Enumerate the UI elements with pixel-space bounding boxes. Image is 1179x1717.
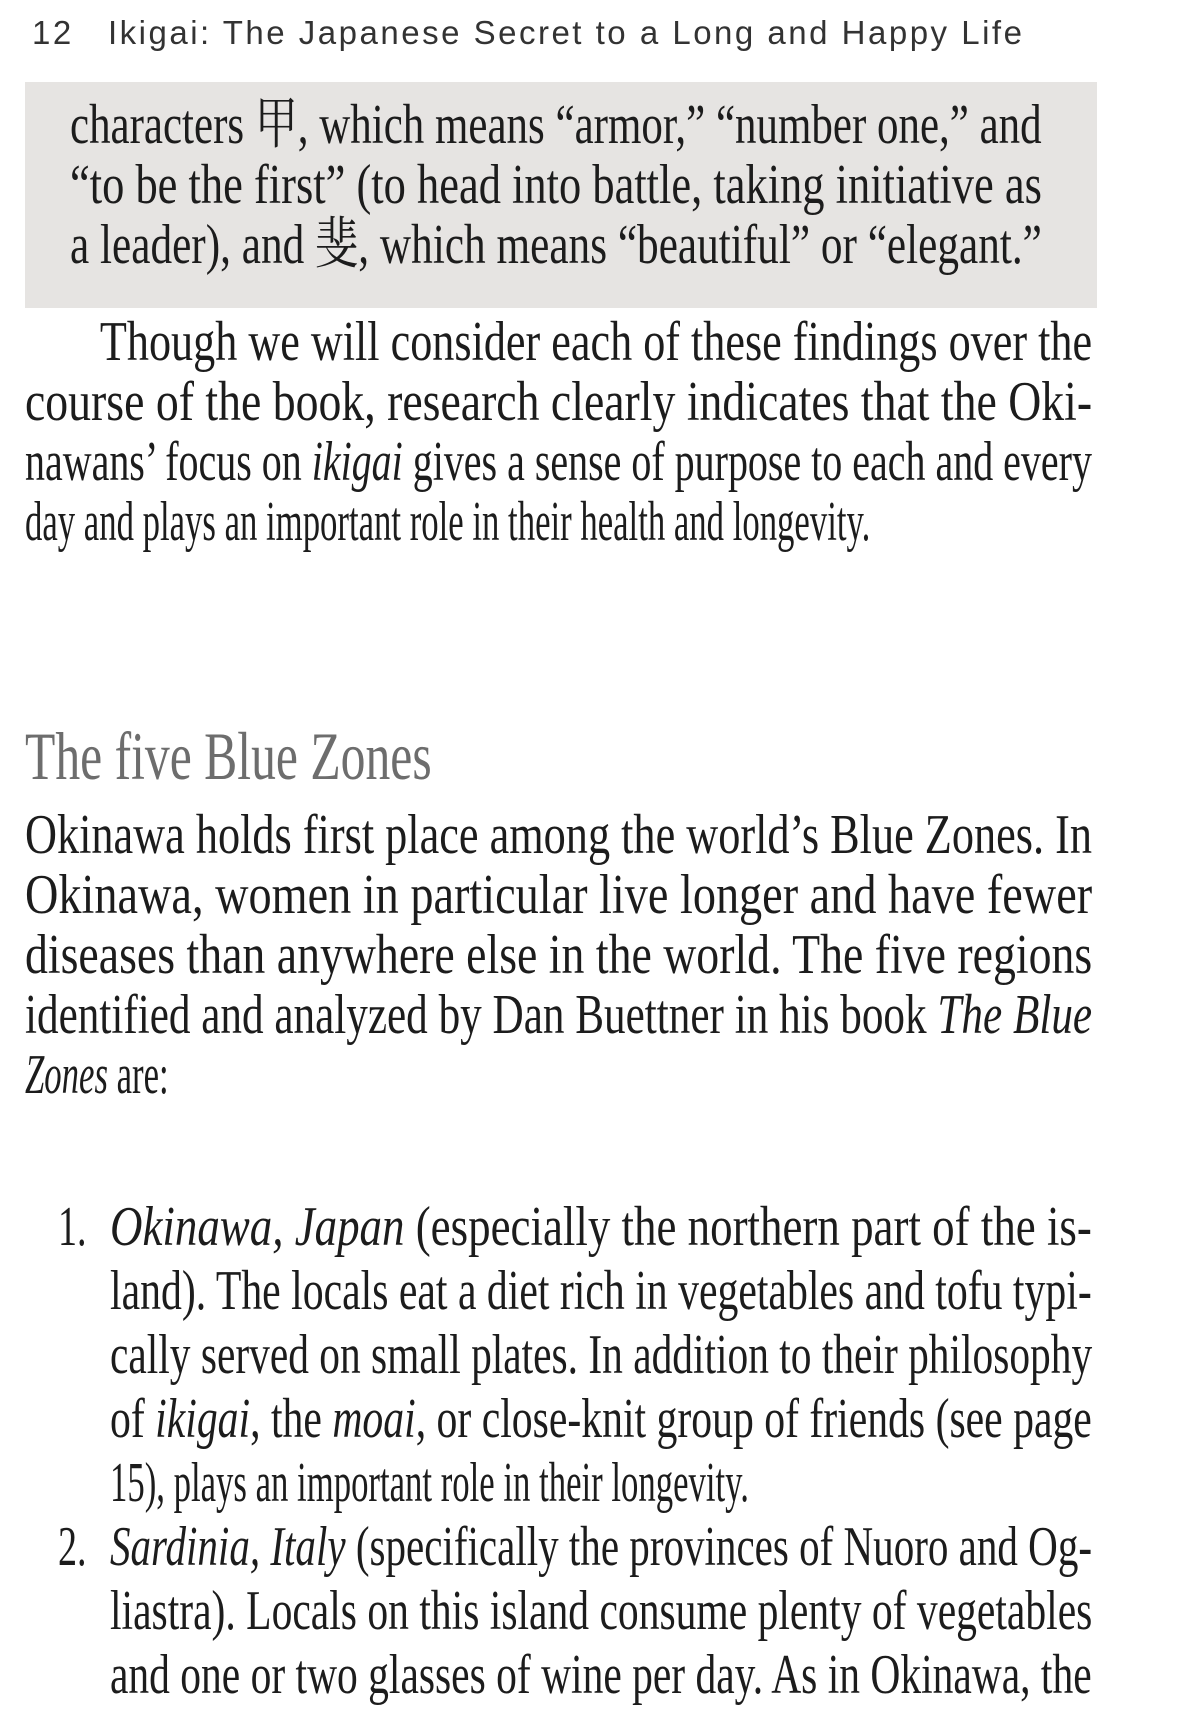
italic-text: Zones: [25, 1044, 108, 1106]
text-segment: cally served on small plates. In addition to their philosophy: [110, 1324, 1093, 1386]
running-title: Ikigai: The Japanese Secret to a Long and Happy Life: [108, 14, 1025, 51]
section-heading: [25, 718, 582, 794]
text-line: [110, 1387, 1092, 1451]
text-segment: , or close-knit group of friends (see page: [415, 1388, 1092, 1450]
italic-text: The Blue: [937, 984, 1093, 1046]
text-segment: identified and analyzed by Dan Buettner in his book: [25, 984, 938, 1046]
text-segment: and one or two glasses of wine per day. As in Okinawa, the: [110, 1644, 1092, 1706]
highlight-box: [25, 82, 1097, 308]
text-segment: a leader), and 斐, which means “beautiful” or “elegant.”: [70, 214, 1042, 276]
italic-text: moai: [332, 1388, 416, 1450]
text-line: [110, 1579, 1092, 1643]
text-segment: , the: [250, 1388, 333, 1450]
list-item-text: [110, 1195, 1179, 1515]
list-item-number: 1.: [58, 1196, 87, 1258]
text-line: [110, 1323, 1092, 1387]
text-segment: are:: [107, 1044, 169, 1106]
section-heading-text: The five Blue Zones: [25, 718, 432, 794]
text-line: [70, 95, 1042, 155]
highlight-box-text: [70, 95, 1179, 275]
text-segment: land). The locals eat a diet rich in vegetables and tofu typi-: [110, 1260, 1092, 1322]
italic-text: Sardinia, Italy: [110, 1516, 346, 1578]
list-item-text: [110, 1515, 1179, 1707]
text-segment: (especially the northern part of the is-: [404, 1196, 1092, 1258]
text-line: [25, 312, 1092, 372]
text-line: [25, 925, 1092, 985]
text-line: [110, 1259, 1092, 1323]
text-line: [25, 805, 1092, 865]
paragraph-intro: [25, 312, 1179, 552]
text-segment: diseases than anywhere else in the world. The five regions: [25, 924, 1093, 986]
text-line: [25, 372, 1092, 432]
text-segment: Okinawa holds first place among the world’s Blue Zones. In: [25, 804, 1092, 866]
italic-text: ikigai: [311, 431, 403, 493]
text-line: [25, 432, 1092, 492]
paragraph-blue-zones: [25, 805, 1179, 1105]
text-segment: course of the book, research clearly indicates that the Oki-: [25, 371, 1093, 433]
text-segment: liastra). Locals on this island consume plenty of vegetables: [110, 1580, 1093, 1642]
text-line: [25, 985, 1092, 1045]
text-line: [110, 1643, 1092, 1707]
text-line: [25, 865, 1092, 925]
text-segment: gives a sense of purpose to each and every: [402, 431, 1092, 493]
text-line: [110, 1195, 1092, 1259]
text-line: [70, 215, 1042, 275]
text-segment: 15), plays an important role in their longevity.: [110, 1452, 749, 1514]
text-line: [110, 1515, 1092, 1579]
text-segment: characters 甲, which means “armor,” “number one,” and: [70, 94, 1042, 156]
text-line: [25, 1045, 169, 1105]
text-segment: Okinawa, women in particular live longer and have fewer: [25, 864, 1093, 926]
list-item-number: 2.: [58, 1516, 87, 1578]
text-line: [25, 492, 870, 552]
text-segment: nawans’ focus on: [25, 431, 312, 493]
text-line: [70, 155, 1042, 215]
page-number: 12: [32, 14, 74, 51]
first-line-indent: [25, 359, 100, 360]
text-segment: “to be the first” (to head into battle, taking initiative as: [70, 154, 1042, 216]
italic-text: ikigai: [155, 1388, 251, 1450]
text-line: [110, 1451, 749, 1515]
italic-text: Okinawa, Japan: [110, 1196, 405, 1258]
text-segment: day and plays an important role in their health and longevity.: [25, 491, 871, 553]
text-segment: Though we will consider each of these findings over the: [99, 311, 1093, 373]
text-segment: (specifically the provinces of Nuoro and Og-: [345, 1516, 1093, 1578]
text-segment: of: [110, 1388, 156, 1450]
